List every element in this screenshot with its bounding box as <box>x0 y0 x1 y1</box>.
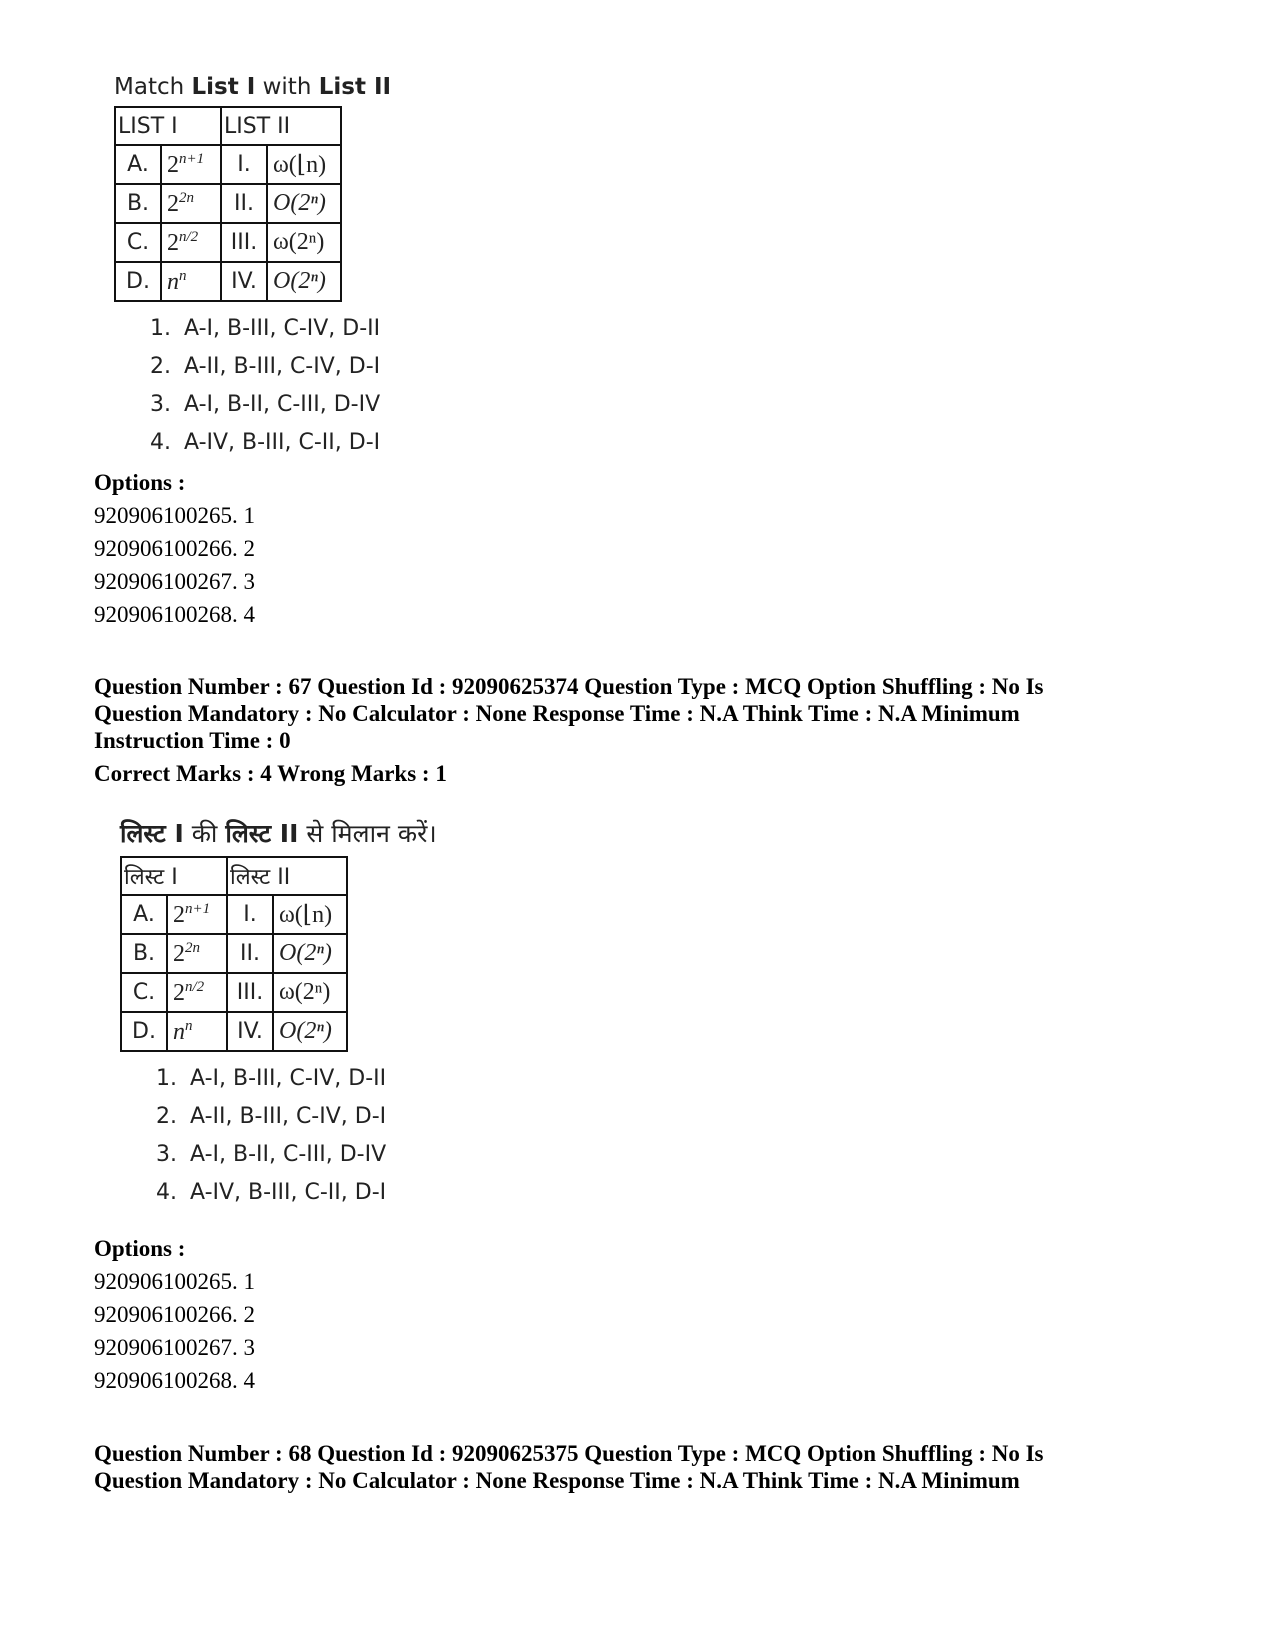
marks-line: Correct Marks : 4 Wrong Marks : 1 <box>94 761 447 786</box>
expr-base: 2 <box>173 979 185 1006</box>
row-function: ω(⌊n) <box>267 145 341 184</box>
option-line: 920906100265. 1 <box>94 1269 255 1294</box>
header-list-2: लिस्ट II <box>227 857 347 895</box>
row-function: O(2ⁿ) <box>267 262 341 301</box>
list-item <box>150 310 391 348</box>
options-block-1 <box>94 466 255 631</box>
table-row <box>115 223 341 262</box>
options-label: Options : <box>94 470 186 495</box>
row-roman: I. <box>227 895 273 934</box>
title-list2: List II <box>318 74 392 100</box>
row-function: O(2ⁿ) <box>273 1012 347 1051</box>
header-list-2: LIST II <box>221 107 341 145</box>
row-expression <box>161 262 221 301</box>
header-list-1: लिस्ट I <box>121 857 227 895</box>
row-label: B. <box>121 934 167 973</box>
table-row <box>115 145 341 184</box>
question-image-english <box>114 74 391 462</box>
meta-line: Question Mandatory : No Calculator : None Response Time : N.A Think Time : N.A Minimum <box>94 701 1020 726</box>
choice-text: A-IV, B-III, C-II, D-I <box>184 430 381 455</box>
option-line: 920906100266. 2 <box>94 1302 255 1327</box>
match-instruction <box>120 816 437 850</box>
expr-exponent: n+1 <box>185 900 211 917</box>
list-item <box>150 348 391 386</box>
match-instruction <box>114 74 391 100</box>
expr-base: 2 <box>167 190 179 217</box>
choice-number: 1. <box>150 316 171 341</box>
meta-line: Question Number : 67 Question Id : 92090625374 Question Type : MCQ Option Shuffling : No Is <box>94 674 1044 699</box>
match-table <box>120 856 348 1052</box>
option-line: 920906100265. 1 <box>94 503 255 528</box>
title-with: with <box>255 74 319 100</box>
list-item <box>150 386 391 424</box>
list-item <box>156 1060 437 1098</box>
choice-text: A-IV, B-III, C-II, D-I <box>190 1180 387 1205</box>
list-item <box>156 1174 437 1212</box>
meta-line: Instruction Time : 0 <box>94 728 291 753</box>
choice-text: A-I, B-II, C-III, D-IV <box>190 1142 387 1167</box>
row-expression <box>167 934 227 973</box>
choice-number: 2. <box>156 1104 177 1129</box>
choice-number: 3. <box>150 392 171 417</box>
row-expression <box>167 973 227 1012</box>
row-function: O(2ⁿ) <box>273 934 347 973</box>
choice-text: A-I, B-III, C-IV, D-II <box>184 316 381 341</box>
list-item <box>156 1136 437 1174</box>
title-ki: की <box>183 819 226 848</box>
expr-exponent: n+1 <box>179 150 205 167</box>
expr-base: 2 <box>173 940 185 967</box>
row-label: A. <box>121 895 167 934</box>
expr-exponent: n <box>179 267 187 284</box>
table-row <box>121 1012 347 1051</box>
row-expression <box>167 895 227 934</box>
row-label: D. <box>121 1012 167 1051</box>
table-row <box>121 895 347 934</box>
options-block-2 <box>94 1232 255 1397</box>
row-label: A. <box>115 145 161 184</box>
match-table <box>114 106 342 302</box>
option-line: 920906100267. 3 <box>94 569 255 594</box>
row-roman: I. <box>221 145 267 184</box>
row-expression <box>161 145 221 184</box>
answer-choices <box>150 310 391 462</box>
title-rest: से मिलान करें। <box>298 819 437 848</box>
option-line: 920906100266. 2 <box>94 536 255 561</box>
table-row <box>115 262 341 301</box>
list-item <box>156 1098 437 1136</box>
expr-exponent: n/2 <box>179 228 199 245</box>
meta-line: Question Number : 68 Question Id : 92090625375 Question Type : MCQ Option Shuffling : No Is <box>94 1441 1044 1466</box>
option-line: 920906100267. 3 <box>94 1335 255 1360</box>
expr-exponent: 2n <box>179 189 194 206</box>
choice-number: 2. <box>150 354 171 379</box>
title-list1: List I <box>191 74 256 100</box>
row-roman: II. <box>221 184 267 223</box>
title-list2: लिस्ट II <box>225 819 299 848</box>
header-list-1: LIST I <box>115 107 221 145</box>
expr-base: 2 <box>173 901 185 928</box>
options-label: Options : <box>94 1236 186 1261</box>
expr-base: 2 <box>167 229 179 256</box>
question-68-meta <box>94 1440 1094 1494</box>
choice-number: 4. <box>150 430 171 455</box>
choice-number: 1. <box>156 1066 177 1091</box>
row-expression <box>161 223 221 262</box>
question-67-meta <box>94 673 1094 787</box>
row-function: ω(2ⁿ) <box>273 973 347 1012</box>
row-expression <box>167 1012 227 1051</box>
row-roman: III. <box>227 973 273 1012</box>
answer-choices <box>156 1060 437 1212</box>
row-roman: IV. <box>221 262 267 301</box>
option-line: 920906100268. 4 <box>94 1368 255 1393</box>
choice-number: 3. <box>156 1142 177 1167</box>
option-line: 920906100268. 4 <box>94 602 255 627</box>
choice-text: A-I, B-III, C-IV, D-II <box>190 1066 387 1091</box>
expr-base: n <box>167 268 179 295</box>
row-label: C. <box>121 973 167 1012</box>
expr-exponent: n/2 <box>185 978 205 995</box>
row-label: D. <box>115 262 161 301</box>
expr-exponent: 2n <box>185 939 200 956</box>
title-prefix: Match <box>114 74 192 100</box>
expr-base: 2 <box>167 151 179 178</box>
title-list1: लिस्ट I <box>120 819 184 848</box>
expr-base: n <box>173 1018 185 1045</box>
choice-text: A-II, B-III, C-IV, D-I <box>190 1104 387 1129</box>
table-row <box>121 934 347 973</box>
question-image-hindi <box>120 816 437 1212</box>
choice-number: 4. <box>156 1180 177 1205</box>
table-row <box>115 184 341 223</box>
row-roman: III. <box>221 223 267 262</box>
row-label: B. <box>115 184 161 223</box>
row-label: C. <box>115 223 161 262</box>
row-function: ω(⌊n) <box>273 895 347 934</box>
table-row <box>121 973 347 1012</box>
row-function: ω(2ⁿ) <box>267 223 341 262</box>
meta-line: Question Mandatory : No Calculator : None Response Time : N.A Think Time : N.A Minimum <box>94 1468 1020 1493</box>
row-expression <box>161 184 221 223</box>
choice-text: A-II, B-III, C-IV, D-I <box>184 354 381 379</box>
row-function: O(2ⁿ) <box>267 184 341 223</box>
choice-text: A-I, B-II, C-III, D-IV <box>184 392 381 417</box>
row-roman: IV. <box>227 1012 273 1051</box>
list-item <box>150 424 391 462</box>
expr-exponent: n <box>185 1017 193 1034</box>
row-roman: II. <box>227 934 273 973</box>
